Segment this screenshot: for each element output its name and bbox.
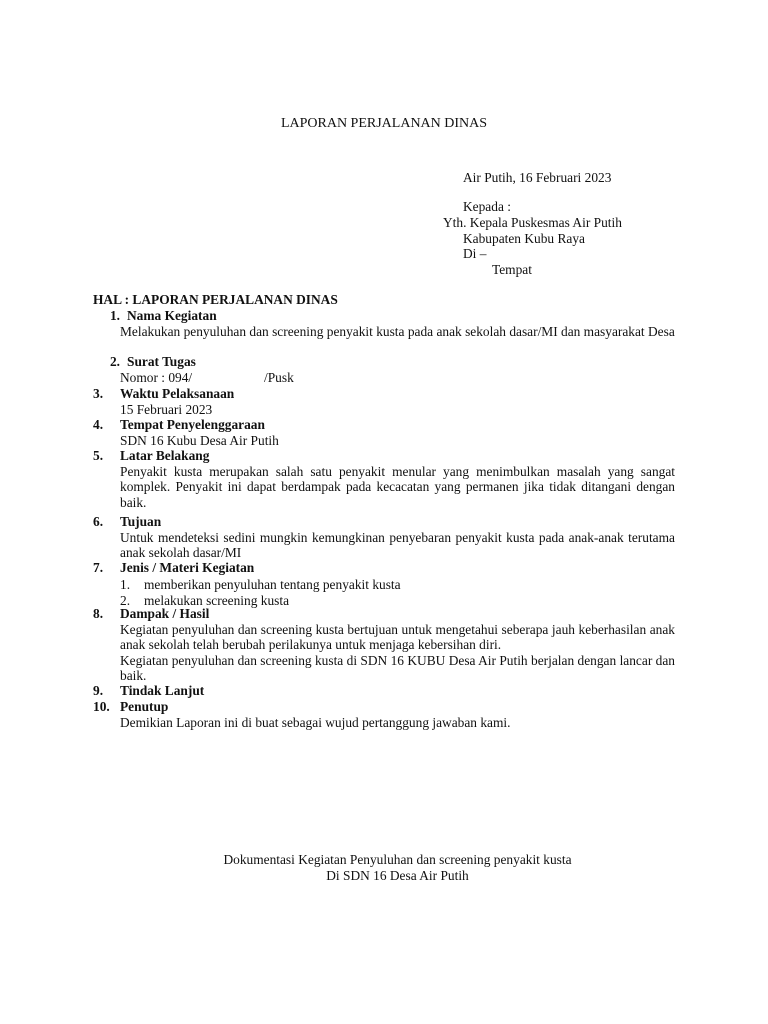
list-item-text: memberikan penyuluhan tentang penyakit kusta [144, 576, 401, 592]
section-body: Untuk mendeteksi sedini mungkin kemungkinan penyebaran penyakit kusta pada anak-anak terutama anak sekolah dasar/MI [120, 529, 675, 560]
section-5 [93, 448, 675, 510]
section-10 [93, 699, 675, 730]
section-number: 3. [93, 386, 104, 401]
section-body: Kegiatan penyuluhan dan screening kusta di SDN 16 KUBU Desa Air Putih berjalan dengan lancar dan baik. [120, 652, 675, 683]
section-number: 7. [93, 560, 104, 575]
section-1 [93, 308, 675, 339]
section-title: Nama Kegiatan [127, 308, 217, 323]
subject-line: HAL : LAPORAN PERJALANAN DINAS [93, 292, 338, 307]
date-place: Air Putih, 16 Februari 2023 [463, 170, 612, 185]
list-item-number: 2. [120, 593, 131, 608]
section-body: SDN 16 Kubu Desa Air Putih [120, 432, 279, 448]
section-9 [93, 683, 675, 699]
list-item-text: melakukan screening kusta [144, 593, 290, 608]
recipient-line2: Kabupaten Kubu Raya [463, 231, 585, 246]
section-title: Latar Belakang [120, 448, 210, 463]
section-number: 6. [93, 514, 104, 529]
footer-line1: Dokumentasi Kegiatan Penyuluhan dan screening penyakit kusta [223, 852, 572, 867]
section-body: Melakukan penyuluhan dan screening penyakit kusta pada anak sekolah dasar/MI dan masyarakat Desa [120, 323, 675, 339]
section-title: Waktu Pelaksanaan [120, 386, 235, 401]
section-title: Penutup [120, 699, 169, 714]
recipient-line4: Tempat [492, 262, 532, 277]
section-6 [93, 514, 675, 561]
section-title: Surat Tugas [127, 354, 196, 369]
section-body: Kegiatan penyuluhan dan screening kusta bertujuan untuk mengetahui seberapa jauh keberhasilan anak anak sekolah telah berubah perilakunya untuk menjaga kebersihan diri. [120, 621, 675, 652]
section-body: 15 Februari 2023 [120, 401, 213, 417]
section-3 [93, 386, 675, 417]
section-8 [93, 606, 675, 684]
list-item-number: 1. [120, 576, 131, 592]
section-title: Dampak / Hasil [120, 606, 210, 621]
surat-nomor-label: Nomor : 094/ [120, 369, 193, 385]
section-title: Tindak Lanjut [120, 683, 205, 698]
section-title: Tujuan [120, 514, 162, 529]
section-7 [93, 560, 675, 609]
section-number: 9. [93, 683, 104, 698]
document-title: LAPORAN PERJALANAN DINAS [280, 116, 488, 131]
section-4 [93, 417, 675, 448]
footer-line2: Di SDN 16 Desa Air Putih [326, 868, 469, 883]
recipient-line3: Di – [463, 246, 487, 261]
section-title: Tempat Penyelenggaraan [120, 417, 265, 432]
section-number: 1. [109, 308, 120, 323]
section-title: Jenis / Materi Kegiatan [120, 560, 255, 575]
section-number: 10. [93, 699, 110, 714]
surat-nomor-suffix: /Pusk [264, 369, 294, 385]
section-number: 2. [109, 354, 120, 369]
section-body: Penyakit kusta merupakan salah satu penyakit menular yang menimbulkan masalah yang sangat komplek. Penyakit ini dapat berdampak pada kecacatan yang permanen jika tidak ditangani dengan baik. [120, 463, 675, 510]
section-number: 4. [93, 417, 104, 432]
recipient-kepada: Kepada : [463, 199, 511, 214]
recipient-line1: Yth. Kepala Puskesmas Air Putih [443, 215, 622, 230]
section-body: Demikian Laporan ini di buat sebagai wujud pertanggung jawaban kami. [120, 714, 511, 730]
list-item [120, 577, 675, 593]
section-number: 8. [93, 606, 104, 621]
section-2 [93, 354, 675, 385]
section-number: 5. [93, 448, 104, 463]
